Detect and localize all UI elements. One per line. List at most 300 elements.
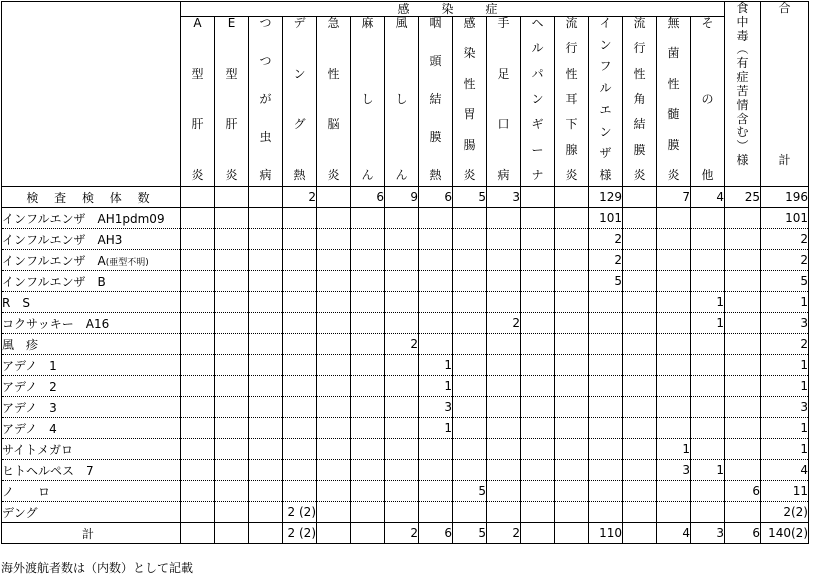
cell-meningitis [657, 313, 691, 334]
column-header-char: 食 [736, 1, 749, 15]
cell-hepE [215, 439, 249, 460]
column-header-char: ヘ [531, 16, 544, 30]
column-header-char: 耳 [565, 91, 578, 106]
column-header-char: 流 [633, 16, 646, 30]
column-header-char: 脳 [327, 117, 340, 132]
column-header-char: 炎 [565, 167, 578, 182]
cell-hepA [181, 271, 215, 292]
cell-herpangina [521, 397, 555, 418]
cell-tsutsuga [249, 187, 283, 208]
column-header-char: 様 [736, 152, 749, 167]
cell-other [691, 208, 725, 229]
column-header-char: 性 [667, 76, 680, 91]
cell-influenza: 110 [589, 523, 623, 544]
cell-total: 11 [761, 481, 809, 502]
column-header-char: 様 [599, 167, 612, 182]
column-header-char: 腸 [463, 137, 476, 152]
column-header-char: ン [293, 66, 306, 81]
column-header-char: 染 [463, 46, 476, 61]
cell-foodpoison [725, 502, 761, 523]
cell-other [691, 439, 725, 460]
cell-measles [351, 439, 385, 460]
cell-hepE [215, 271, 249, 292]
cell-rubella: 2 [385, 334, 419, 355]
cell-hfmd [487, 481, 521, 502]
cell-pharyngoconj: 6 [419, 187, 453, 208]
cell-herpangina [521, 313, 555, 334]
cell-total: 4 [761, 460, 809, 481]
cell-other: 1 [691, 313, 725, 334]
cell-ekc [623, 208, 657, 229]
table-row [2, 481, 809, 502]
cell-encephalitis [317, 334, 351, 355]
column-header-char: ギ [531, 117, 544, 132]
cell-meningitis: 3 [657, 460, 691, 481]
cell-rubella [385, 418, 419, 439]
cell-foodpoison [725, 250, 761, 271]
cell-herpangina [521, 271, 555, 292]
cell-meningitis [657, 271, 691, 292]
cell-rubella: 9 [385, 187, 419, 208]
column-header-other [691, 17, 725, 187]
cell-hfmd [487, 208, 521, 229]
column-header-herpangina [521, 17, 555, 187]
cell-herpangina [521, 523, 555, 544]
column-header-char: む [736, 125, 749, 140]
column-header-char: 含 [736, 111, 749, 126]
column-header-hepE [215, 17, 249, 187]
row-label [2, 187, 181, 208]
cell-tsutsuga [249, 376, 283, 397]
cell-tsutsuga [249, 250, 283, 271]
cell-pharyngoconj: 3 [419, 397, 453, 418]
cell-mumps [555, 376, 589, 397]
cell-ekc [623, 271, 657, 292]
results-table [1, 1, 809, 544]
cell-pharyngoconj: 1 [419, 355, 453, 376]
cell-pharyngoconj [419, 481, 453, 502]
column-header-char: し [395, 92, 408, 106]
column-header-char: A [193, 16, 202, 30]
cell-hepE [215, 292, 249, 313]
row-label-text: 計 [81, 526, 100, 541]
footnote: 海外渡航者数は（内数）として記載 [1, 561, 194, 575]
column-header-char: ル [599, 81, 612, 96]
cell-influenza [589, 334, 623, 355]
cell-pharyngoconj [419, 334, 453, 355]
table-row [2, 250, 809, 271]
cell-measles [351, 208, 385, 229]
column-header-char: 合 [778, 1, 791, 15]
cell-measles [351, 397, 385, 418]
cell-gastro [453, 208, 487, 229]
column-header-char: 感 [463, 16, 476, 30]
cell-mumps [555, 313, 589, 334]
cell-hfmd [487, 229, 521, 250]
cell-hfmd [487, 376, 521, 397]
column-header-char: 症 [736, 70, 749, 85]
column-header-measles [351, 17, 385, 187]
row-label [2, 334, 181, 355]
cell-gastro [453, 460, 487, 481]
cell-ekc [623, 460, 657, 481]
cell-encephalitis [317, 187, 351, 208]
row-label-text: R S [2, 295, 30, 310]
cell-hepE [215, 187, 249, 208]
cell-other [691, 229, 725, 250]
cell-hfmd [487, 271, 521, 292]
cell-rubella [385, 229, 419, 250]
cell-total: 2 [761, 229, 809, 250]
row-label [2, 271, 181, 292]
cell-mumps [555, 187, 589, 208]
cell-total: 1 [761, 376, 809, 397]
cell-measles [351, 313, 385, 334]
cell-ekc [623, 355, 657, 376]
cell-pharyngoconj [419, 271, 453, 292]
cell-encephalitis [317, 460, 351, 481]
row-label [2, 250, 181, 271]
cell-influenza: 129 [589, 187, 623, 208]
cell-gastro: 5 [453, 481, 487, 502]
cell-hfmd [487, 250, 521, 271]
cell-encephalitis [317, 439, 351, 460]
cell-rubella [385, 439, 419, 460]
cell-other [691, 397, 725, 418]
cell-mumps [555, 397, 589, 418]
row-label-text: アデノ 1 [2, 358, 57, 373]
column-header-hfmd [487, 17, 521, 187]
column-header-char: 虫 [259, 130, 272, 144]
cell-dengue [283, 292, 317, 313]
cell-gastro: 5 [453, 523, 487, 544]
cell-meningitis [657, 481, 691, 502]
column-header-char: フ [599, 59, 612, 74]
cell-hepE [215, 355, 249, 376]
cell-gastro [453, 502, 487, 523]
cell-dengue [283, 334, 317, 355]
cell-other: 4 [691, 187, 725, 208]
column-header-encephalitis [317, 17, 351, 187]
cell-foodpoison [725, 229, 761, 250]
cell-rubella [385, 502, 419, 523]
column-header-char: 性 [633, 66, 646, 81]
cell-tsutsuga [249, 271, 283, 292]
cell-gastro [453, 397, 487, 418]
cell-pharyngoconj [419, 250, 453, 271]
column-header-char: 性 [327, 66, 340, 81]
cell-meningitis [657, 292, 691, 313]
column-header-char: つ [259, 16, 272, 30]
table-row [2, 397, 809, 418]
cell-influenza: 5 [589, 271, 623, 292]
cell-gastro [453, 271, 487, 292]
cell-encephalitis [317, 250, 351, 271]
cell-dengue [283, 271, 317, 292]
cell-tsutsuga [249, 460, 283, 481]
cell-rubella [385, 313, 419, 334]
column-header-tsutsuga [249, 17, 283, 187]
cell-herpangina [521, 355, 555, 376]
cell-measles [351, 292, 385, 313]
column-header-foodpoison [725, 2, 761, 187]
cell-influenza [589, 313, 623, 334]
cell-mumps [555, 292, 589, 313]
column-header-influenza [589, 17, 623, 187]
cell-other [691, 418, 725, 439]
cell-other [691, 250, 725, 271]
cell-tsutsuga [249, 481, 283, 502]
cell-meningitis [657, 502, 691, 523]
cell-hfmd [487, 418, 521, 439]
cell-mumps [555, 229, 589, 250]
cell-herpangina [521, 502, 555, 523]
cell-influenza: 2 [589, 250, 623, 271]
table-row [2, 229, 809, 250]
cell-rubella [385, 250, 419, 271]
cell-dengue [283, 250, 317, 271]
column-header-char: 病 [259, 168, 272, 182]
table-row [2, 187, 809, 208]
cell-tsutsuga [249, 229, 283, 250]
cell-influenza [589, 418, 623, 439]
cell-measles: 6 [351, 187, 385, 208]
table-row [2, 376, 809, 397]
cell-encephalitis [317, 481, 351, 502]
cell-tsutsuga [249, 439, 283, 460]
cell-foodpoison [725, 334, 761, 355]
cell-encephalitis [317, 271, 351, 292]
column-header-char: 膜 [667, 137, 680, 152]
column-header-char: ー [531, 142, 544, 157]
column-header-char: エ [599, 102, 612, 117]
column-header-char: ︶ [736, 139, 749, 154]
cell-pharyngoconj: 1 [419, 418, 453, 439]
column-header-char: 熱 [429, 168, 442, 182]
cell-gastro: 5 [453, 187, 487, 208]
table-row [2, 208, 809, 229]
column-header-char: 他 [701, 168, 714, 182]
cell-gastro [453, 292, 487, 313]
table-row [2, 523, 809, 544]
column-header-char: 毒 [736, 28, 749, 43]
cell-hepE [215, 502, 249, 523]
row-label-text: アデノ 3 [2, 400, 57, 415]
column-header-char: し [361, 92, 374, 106]
row-label-text: 風 疹 [2, 337, 39, 352]
column-header-char: ル [531, 41, 544, 56]
cell-foodpoison [725, 355, 761, 376]
table-row [2, 460, 809, 481]
column-header-char: ん [395, 168, 408, 182]
cell-encephalitis [317, 229, 351, 250]
cell-hepA [181, 334, 215, 355]
column-header-char: 髄 [667, 107, 680, 122]
cell-tsutsuga [249, 292, 283, 313]
cell-dengue [283, 460, 317, 481]
cell-foodpoison [725, 313, 761, 334]
column-header-char: つ [259, 54, 272, 68]
cell-pharyngoconj [419, 229, 453, 250]
column-header-pharyngoconj [419, 17, 453, 187]
cell-tsutsuga [249, 208, 283, 229]
cell-mumps [555, 439, 589, 460]
cell-influenza [589, 439, 623, 460]
cell-ekc [623, 292, 657, 313]
cell-encephalitis [317, 292, 351, 313]
column-header-char: 咽 [429, 16, 442, 30]
column-header-char: 性 [463, 76, 476, 91]
cell-hepA [181, 187, 215, 208]
cell-ekc [623, 229, 657, 250]
cell-other [691, 502, 725, 523]
cell-dengue: 2 [283, 187, 317, 208]
cell-rubella [385, 397, 419, 418]
cell-influenza: 2 [589, 229, 623, 250]
column-header-char: 角 [633, 91, 646, 106]
column-header-char: 中 [736, 14, 749, 29]
cell-gastro [453, 313, 487, 334]
cell-other [691, 334, 725, 355]
cell-total: 3 [761, 313, 809, 334]
cell-encephalitis [317, 523, 351, 544]
cell-pharyngoconj: 1 [419, 376, 453, 397]
column-header-char: 炎 [191, 167, 204, 182]
cell-rubella [385, 208, 419, 229]
cell-ekc [623, 481, 657, 502]
column-header-char: 行 [565, 41, 578, 56]
column-header-char: 風 [395, 16, 408, 30]
cell-mumps [555, 418, 589, 439]
cell-foodpoison: 6 [725, 481, 761, 502]
column-header-char: 型 [191, 66, 204, 81]
cell-measles [351, 523, 385, 544]
column-header-gastro [453, 17, 487, 187]
column-header-char: 行 [633, 41, 646, 56]
row-label [2, 376, 181, 397]
cell-influenza [589, 355, 623, 376]
cell-meningitis: 4 [657, 523, 691, 544]
table-row [2, 418, 809, 439]
table-row [2, 439, 809, 460]
cell-hepA [181, 439, 215, 460]
row-label [2, 229, 181, 250]
cell-hfmd [487, 292, 521, 313]
cell-total: 1 [761, 355, 809, 376]
cell-hepA [181, 355, 215, 376]
cell-pharyngoconj [419, 313, 453, 334]
cell-gastro [453, 418, 487, 439]
cell-tsutsuga [249, 355, 283, 376]
cell-tsutsuga [249, 502, 283, 523]
row-label [2, 439, 181, 460]
cell-mumps [555, 481, 589, 502]
cell-hepA [181, 481, 215, 502]
cell-hepA [181, 229, 215, 250]
cell-meningitis: 1 [657, 439, 691, 460]
column-header-char: デ [293, 16, 306, 30]
column-header-char: が [259, 92, 272, 106]
cell-ekc [623, 523, 657, 544]
cell-dengue [283, 313, 317, 334]
cell-measles [351, 355, 385, 376]
row-label [2, 502, 181, 523]
cell-encephalitis [317, 502, 351, 523]
cell-dengue: 2 (2) [283, 502, 317, 523]
cell-foodpoison [725, 208, 761, 229]
column-header-char: 頭 [429, 54, 442, 68]
column-header-char: 下 [565, 117, 578, 132]
cell-ekc [623, 334, 657, 355]
cell-influenza [589, 397, 623, 418]
cell-herpangina [521, 481, 555, 502]
row-label [2, 418, 181, 439]
row-label [2, 397, 181, 418]
cell-rubella [385, 376, 419, 397]
cell-foodpoison [725, 376, 761, 397]
cell-foodpoison [725, 460, 761, 481]
row-label [2, 523, 181, 544]
cell-measles [351, 271, 385, 292]
cell-meningitis [657, 250, 691, 271]
row-label-text: ヒトヘルペス 7 [2, 463, 94, 478]
cell-hepA [181, 418, 215, 439]
column-header-char: 炎 [327, 167, 340, 182]
cell-mumps [555, 355, 589, 376]
cell-measles [351, 229, 385, 250]
cell-ekc [623, 376, 657, 397]
cell-total: 101 [761, 208, 809, 229]
row-label-text: ノ ロ [2, 484, 51, 499]
cell-hfmd [487, 439, 521, 460]
cell-ekc [623, 313, 657, 334]
table-row [2, 334, 809, 355]
cell-mumps [555, 250, 589, 271]
cell-meningitis: 7 [657, 187, 691, 208]
column-header-char: 腺 [565, 142, 578, 157]
cell-herpangina [521, 292, 555, 313]
header-group-row [2, 2, 809, 17]
cell-other: 3 [691, 523, 725, 544]
cell-measles [351, 250, 385, 271]
cell-ekc [623, 439, 657, 460]
cell-hfmd: 2 [487, 313, 521, 334]
column-header-char: E [227, 16, 236, 30]
cell-total: 1 [761, 292, 809, 313]
cell-other [691, 481, 725, 502]
cell-meningitis [657, 229, 691, 250]
cell-measles [351, 334, 385, 355]
cell-dengue [283, 439, 317, 460]
cell-foodpoison: 6 [725, 523, 761, 544]
table-row [2, 313, 809, 334]
row-label [2, 208, 181, 229]
column-header-char: 性 [565, 66, 578, 81]
cell-hfmd [487, 460, 521, 481]
cell-tsutsuga [249, 418, 283, 439]
cell-other [691, 355, 725, 376]
column-header-char: ン [599, 124, 612, 139]
column-header-char: そ [701, 16, 714, 30]
cell-gastro [453, 334, 487, 355]
cell-rubella [385, 355, 419, 376]
cell-hepA [181, 313, 215, 334]
cell-hepA [181, 250, 215, 271]
cell-measles [351, 460, 385, 481]
cell-ekc [623, 418, 657, 439]
row-label [2, 292, 181, 313]
row-label-note: (亜型不明) [105, 257, 149, 268]
